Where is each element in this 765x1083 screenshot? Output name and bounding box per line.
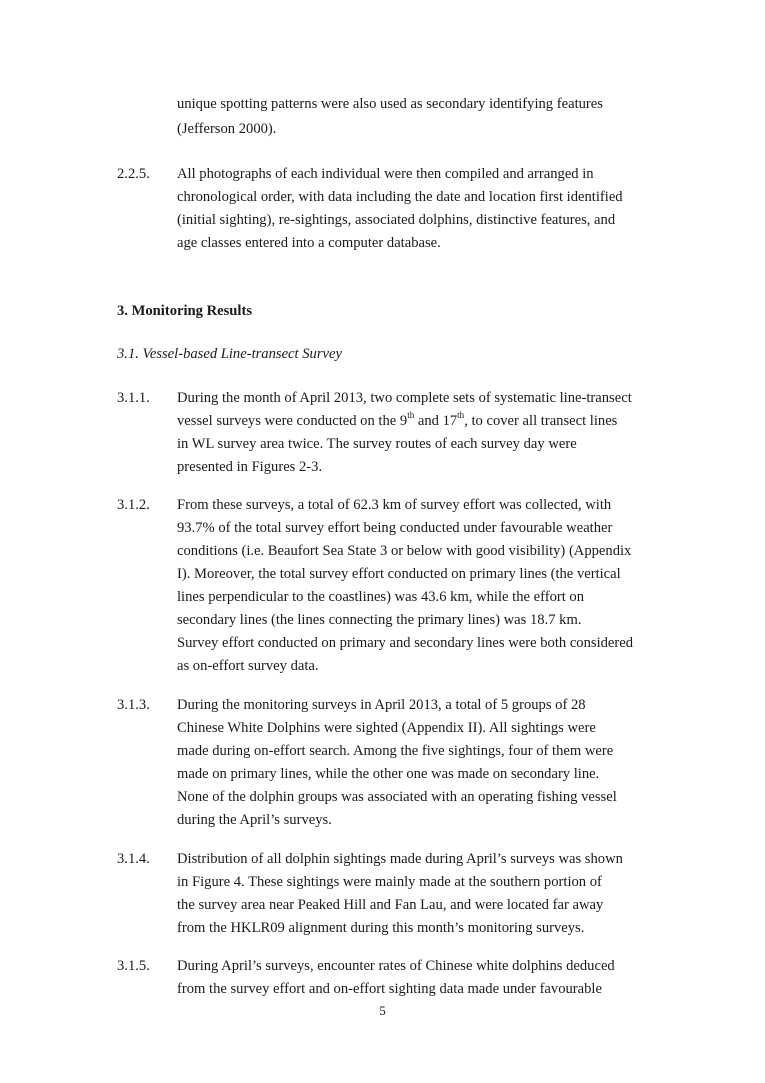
paragraph-line: the survey area near Peaked Hill and Fan Lau, and were located far away [177, 897, 604, 913]
text-run: and 17 [414, 413, 458, 429]
paragraph-line: during the April’s surveys. [177, 812, 332, 828]
intro-line: (Jefferson 2000). [177, 121, 277, 137]
paragraph-line: lines perpendicular to the coastlines) was 43.6 km, while the effort on [177, 589, 585, 605]
paragraph-line: 93.7% of the total survey effort being conducted under favourable weather [177, 520, 613, 536]
paragraph-line: During April’s surveys, encounter rates of Chinese white dolphins deduced [177, 958, 615, 974]
intro-line: unique spotting patterns were also used as secondary identifying features [177, 96, 603, 112]
section-heading: 3. Monitoring Results [117, 303, 252, 319]
paragraph-line: Distribution of all dolphin sightings made during April’s surveys was shown [177, 851, 623, 867]
paragraph-line: in WL survey area twice. The survey routes of each survey day were [177, 436, 577, 452]
paragraph-line: conditions (i.e. Beaufort Sea State 3 or below with good visibility) (Appendix [177, 543, 632, 559]
paragraph-number: 3.1.5. [117, 958, 150, 974]
paragraph-line: made during on-effort search. Among the five sightings, four of them were [177, 743, 614, 759]
paragraph-line: During the monitoring surveys in April 2013, a total of 5 groups of 28 [177, 697, 586, 713]
paragraph-number: 2.2.5. [117, 166, 150, 182]
paragraph-line: (initial sighting), re-sightings, associated dolphins, distinctive features, and [177, 212, 616, 228]
paragraph-line: I). Moreover, the total survey effort conducted on primary lines (the vertical [177, 566, 621, 582]
paragraph-line: in Figure 4. These sightings were mainly made at the southern portion of [177, 874, 602, 890]
paragraph-number: 3.1.4. [117, 851, 150, 867]
paragraph-number: 3.1.3. [117, 697, 150, 713]
paragraph-line: Chinese White Dolphins were sighted (Appendix II). All sightings were [177, 720, 596, 736]
paragraph-line: from the HKLR09 alignment during this month’s monitoring surveys. [177, 920, 585, 936]
page-number: 5 [379, 1003, 386, 1018]
paragraph-line: Survey effort conducted on primary and secondary lines were both considered [177, 635, 634, 651]
paragraph-line: secondary lines (the lines connecting the primary lines) was 18.7 km. [177, 612, 582, 628]
paragraph-line: All photographs of each individual were then compiled and arranged in [177, 166, 594, 182]
paragraph-line [177, 412, 617, 430]
paragraph-line: from the survey effort and on-effort sighting data made under favourable [177, 981, 602, 997]
subsection-heading: 3.1. Vessel-based Line-transect Survey [117, 346, 342, 362]
paragraph-number: 3.1.1. [117, 390, 150, 406]
paragraph-line: During the month of April 2013, two complete sets of systematic line-transect [177, 390, 632, 406]
paragraph-line: None of the dolphin groups was associated with an operating fishing vessel [177, 789, 617, 805]
paragraph-line: made on primary lines, while the other one was made on secondary line. [177, 766, 600, 782]
text-run: , to cover all transect lines [464, 413, 618, 429]
text-run: vessel surveys were conducted on the 9 [177, 413, 408, 429]
superscript: th [457, 410, 465, 421]
paragraph-line: age classes entered into a computer database. [177, 235, 441, 251]
paragraph-line: presented in Figures 2-3. [177, 459, 323, 475]
paragraph-line: From these surveys, a total of 62.3 km of survey effort was collected, with [177, 497, 612, 513]
paragraph-line: chronological order, with data including the date and location first identified [177, 189, 623, 205]
superscript: th [407, 410, 415, 421]
paragraph-number: 3.1.2. [117, 497, 150, 513]
paragraph-line: as on-effort survey data. [177, 658, 319, 674]
